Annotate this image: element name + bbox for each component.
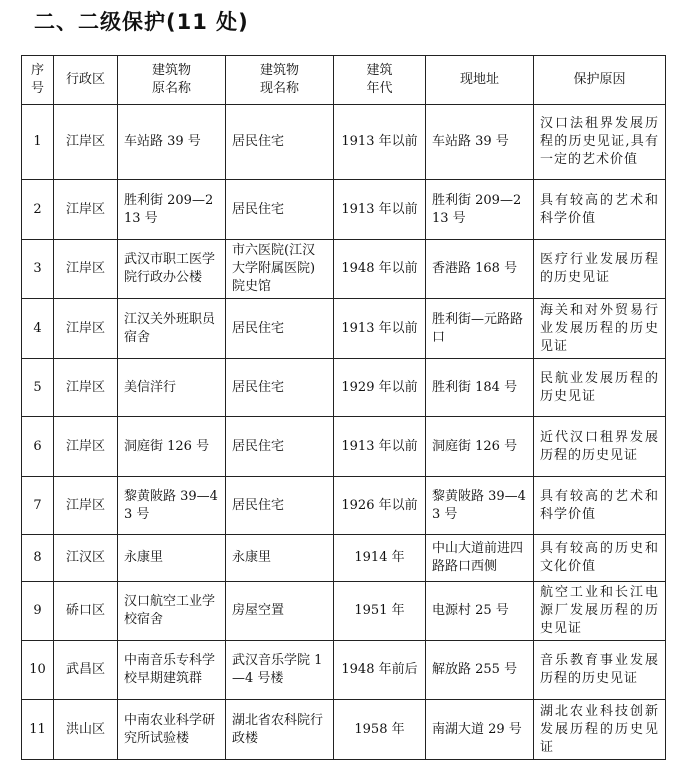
cell-district: 江岸区 (54, 240, 118, 299)
cell-reason: 海关和对外贸易行业发展历程的历史见证 (534, 299, 666, 359)
cell-current-name: 居民住宅 (226, 477, 334, 535)
cell-address: 电源村 25 号 (426, 582, 534, 641)
table-row (22, 417, 666, 477)
cell-original-name: 武汉市职工医学院行政办公楼 (118, 240, 226, 299)
cell-current-name: 武汉音乐学院 1—4 号楼 (226, 641, 334, 700)
cell-reason: 音乐教育事业发展历程的历史见证 (534, 641, 666, 700)
cell-reason: 具有较高的艺术和科学价值 (534, 180, 666, 240)
cell-current-name: 居民住宅 (226, 359, 334, 417)
cell-reason: 航空工业和长江电源厂发展历程的历史见证 (534, 582, 666, 641)
cell-index: 5 (22, 359, 54, 417)
cell-address: 车站路 39 号 (426, 105, 534, 180)
cell-year: 1948 年以前 (334, 240, 426, 299)
cell-reason: 汉口法租界发展历程的历史见证,具有一定的艺术价值 (534, 105, 666, 180)
table-body (22, 105, 666, 760)
cell-year: 1913 年以前 (334, 105, 426, 180)
cell-original-name: 汉口航空工业学校宿舍 (118, 582, 226, 641)
cell-original-name: 美信洋行 (118, 359, 226, 417)
table-row (22, 105, 666, 180)
cell-address: 胜利街 209—213 号 (426, 180, 534, 240)
cell-index: 4 (22, 299, 54, 359)
cell-year: 1951 年 (334, 582, 426, 641)
cell-address: 胜利街—元路路口 (426, 299, 534, 359)
cell-current-name: 永康里 (226, 535, 334, 582)
table-row (22, 477, 666, 535)
cell-address: 香港路 168 号 (426, 240, 534, 299)
cell-district: 武昌区 (54, 641, 118, 700)
cell-index: 11 (22, 700, 54, 760)
cell-district: 江岸区 (54, 105, 118, 180)
cell-address: 洞庭街 126 号 (426, 417, 534, 477)
cell-original-name: 中南音乐专科学校早期建筑群 (118, 641, 226, 700)
header-year: 建筑 年代 (334, 56, 426, 105)
cell-index: 3 (22, 240, 54, 299)
cell-year: 1913 年以前 (334, 180, 426, 240)
cell-year: 1913 年以前 (334, 417, 426, 477)
cell-address: 黎黄陂路 39—43 号 (426, 477, 534, 535)
cell-index: 1 (22, 105, 54, 180)
cell-original-name: 永康里 (118, 535, 226, 582)
cell-year: 1929 年以前 (334, 359, 426, 417)
table-row (22, 582, 666, 641)
header-row (22, 56, 666, 105)
cell-reason: 具有较高的历史和文化价值 (534, 535, 666, 582)
cell-year: 1948 年前后 (334, 641, 426, 700)
cell-district: 江岸区 (54, 477, 118, 535)
cell-address: 中山大道前进四路路口西侧 (426, 535, 534, 582)
table-row (22, 299, 666, 359)
cell-index: 2 (22, 180, 54, 240)
cell-reason: 具有较高的艺术和科学价值 (534, 477, 666, 535)
table-row (22, 359, 666, 417)
cell-address: 解放路 255 号 (426, 641, 534, 700)
cell-district: 江岸区 (54, 359, 118, 417)
table-row (22, 700, 666, 760)
cell-district: 江岸区 (54, 417, 118, 477)
cell-original-name: 胜利街 209—213 号 (118, 180, 226, 240)
cell-current-name: 居民住宅 (226, 299, 334, 359)
cell-address: 胜利街 184 号 (426, 359, 534, 417)
table-row (22, 180, 666, 240)
cell-current-name: 市六医院(江汉大学附属医院)院史馆 (226, 240, 334, 299)
cell-year: 1958 年 (334, 700, 426, 760)
cell-current-name: 房屋空置 (226, 582, 334, 641)
cell-reason: 医疗行业发展历程的历史见证 (534, 240, 666, 299)
section-title: 二、二级保护(11 处) (34, 10, 249, 34)
cell-district: 江岸区 (54, 299, 118, 359)
cell-index: 7 (22, 477, 54, 535)
header-reason: 保护原因 (534, 56, 666, 105)
cell-year: 1914 年 (334, 535, 426, 582)
cell-reason: 湖北农业科技创新发展历程的历史见证 (534, 700, 666, 760)
table-row (22, 641, 666, 700)
cell-original-name: 黎黄陂路 39—43 号 (118, 477, 226, 535)
cell-year: 1926 年以前 (334, 477, 426, 535)
cell-index: 8 (22, 535, 54, 582)
cell-original-name: 车站路 39 号 (118, 105, 226, 180)
cell-current-name: 居民住宅 (226, 180, 334, 240)
table-row (22, 535, 666, 582)
header-district: 行政区 (54, 56, 118, 105)
cell-district: 江汉区 (54, 535, 118, 582)
cell-original-name: 洞庭街 126 号 (118, 417, 226, 477)
header-address: 现地址 (426, 56, 534, 105)
cell-current-name: 湖北省农科院行政楼 (226, 700, 334, 760)
cell-reason: 近代汉口租界发展历程的历史见证 (534, 417, 666, 477)
cell-district: 洪山区 (54, 700, 118, 760)
cell-index: 6 (22, 417, 54, 477)
cell-original-name: 中南农业科学研究所试验楼 (118, 700, 226, 760)
cell-district: 江岸区 (54, 180, 118, 240)
cell-current-name: 居民住宅 (226, 105, 334, 180)
header-index: 序号 (22, 56, 54, 105)
header-original-name: 建筑物 原名称 (118, 56, 226, 105)
protection-table (21, 55, 666, 760)
header-current-name: 建筑物 现名称 (226, 56, 334, 105)
table-row (22, 240, 666, 299)
cell-original-name: 江汉关外班职员宿舍 (118, 299, 226, 359)
cell-address: 南湖大道 29 号 (426, 700, 534, 760)
cell-current-name: 居民住宅 (226, 417, 334, 477)
cell-index: 9 (22, 582, 54, 641)
cell-district: 硚口区 (54, 582, 118, 641)
cell-year: 1913 年以前 (334, 299, 426, 359)
cell-index: 10 (22, 641, 54, 700)
cell-reason: 民航业发展历程的历史见证 (534, 359, 666, 417)
